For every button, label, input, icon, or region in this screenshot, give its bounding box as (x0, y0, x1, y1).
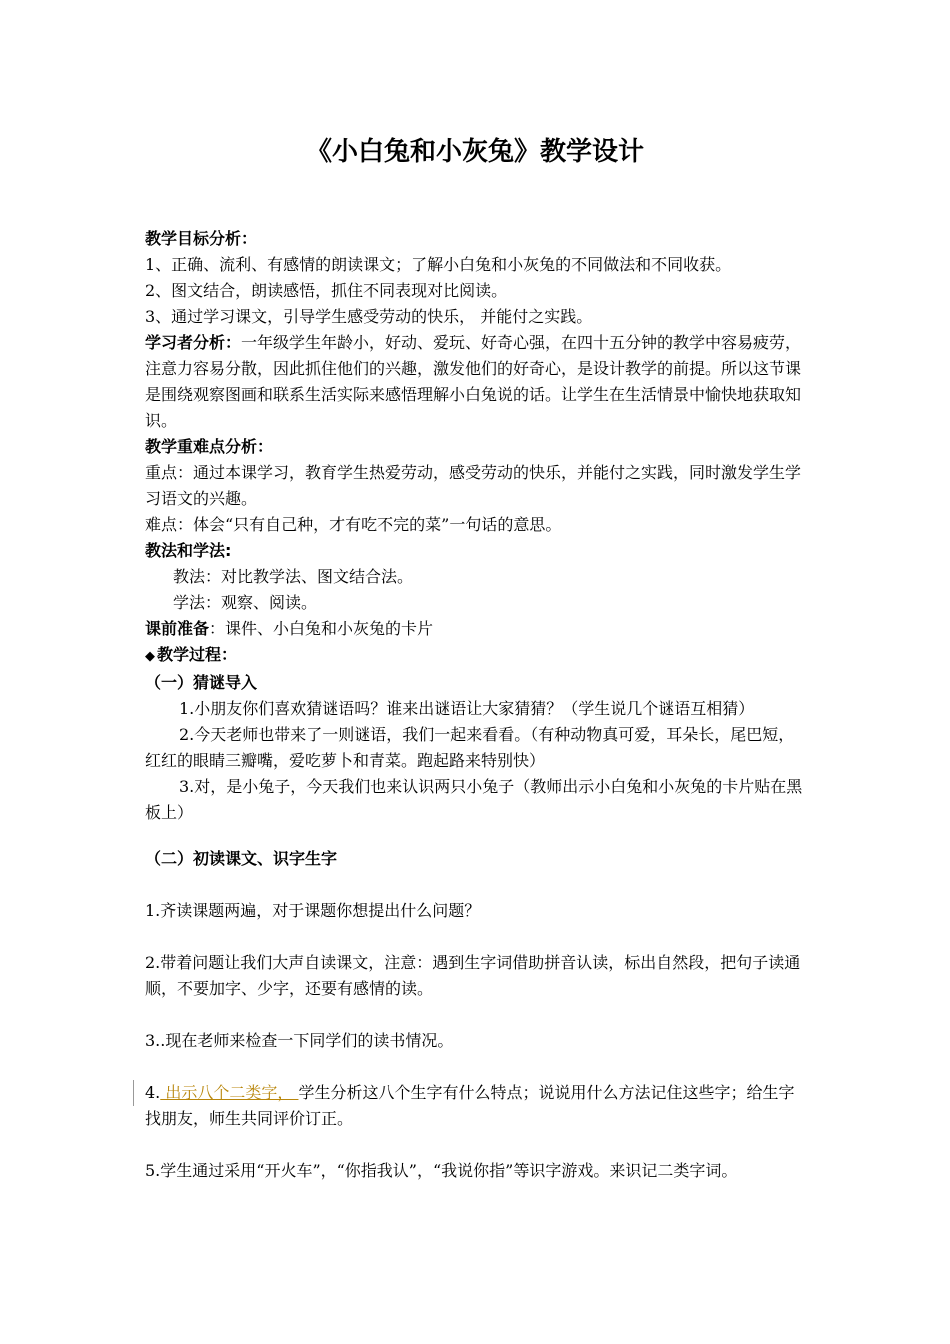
section2-item: 1.齐读课题两遍，对于课题你想提出什么问题？ (145, 901, 481, 920)
methods-heading: 教法和学法: (145, 541, 232, 560)
prep-heading: 课前准备 (145, 619, 210, 638)
item4-prefix: 4. (145, 1083, 161, 1102)
goal-item: 2、图文结合，朗读感悟，抓住不同表现对比阅读。 (145, 281, 508, 300)
section2-title: （二）初读课文、识字生字 (145, 849, 338, 868)
goal-item: 3、通过学习课文，引导学生感受劳动的快乐， 并能付之实践。 (145, 307, 593, 326)
section1-title: （一）猜谜导入 (145, 673, 258, 692)
show-characters-link[interactable]: 出示八个二类字， (160, 1083, 299, 1102)
difficult-point: 难点：体会“只有自己种，才有吃不完的菜”一句话的意思。 (145, 515, 562, 534)
section1-item: 2.今天老师也带来了一则谜语，我们一起来看看。（有种动物真可爱，耳朵长，尾巴短，红红的眼睛三瓣嘴，爱吃萝卜和青菜。跑起路来特别快） (145, 725, 795, 770)
item4-text: 学生分析这八个生字有什么特点；说说用什么方法记住这些字；给生字找朋友，师生共同评价订正。 (145, 1083, 795, 1128)
revision-marker (133, 1080, 134, 1106)
learning-method: 学法：观察、阅读。 (173, 593, 318, 612)
learner-paragraph (145, 330, 807, 434)
prep-paragraph (145, 616, 807, 642)
learner-text: 一年级学生年龄小，好动、爱玩、好奇心强，在四十五分钟的教学中容易疲劳，注意力容易分散，因此抓住他们的兴趣，激发他们的好奇心，是设计教学的前提。所以这节课是围绕观察图画和联系生活实际来感悟理解小白兔说的话。让学生在生活情景中愉快地获取知识。 (145, 333, 802, 430)
section2-item: 5.学生通过采用“开火车”，“你指我认”，“我说你指”等识字游戏。来识记二类字词。 (145, 1161, 738, 1180)
diamond-bullet-icon: ◆ (145, 649, 155, 664)
learner-heading: 学习者分析： (145, 333, 242, 352)
process-heading: 教学过程： (157, 645, 238, 664)
prep-text: ：课件、小白兔和小灰兔的卡片 (209, 619, 434, 638)
teaching-method: 教法：对比教学法、图文结合法。 (173, 567, 414, 586)
section2-item (145, 1080, 807, 1132)
document-title: 《小白兔和小灰兔》教学设计 (305, 137, 644, 167)
goals-heading: 教学目标分析： (145, 229, 258, 248)
section2-item: 2.带着问题让我们大声自读课文，注意：遇到生字词借助拼音认读，标出自然段，把句子读通顺，不要加字、少字，还要有感情的读。 (145, 953, 801, 998)
key-points-heading: 教学重难点分析： (145, 437, 274, 456)
goal-item: 1、正确、流利、有感情的朗读课文；了解小白兔和小灰兔的不同做法和不同收获。 (145, 255, 732, 274)
document-body (145, 226, 807, 1184)
section2-item: 3..现在老师来检查一下同学们的读书情况。 (145, 1031, 454, 1050)
section1-item: 3.对，是小兔子，今天我们也来认识两只小兔子（教师出示小白兔和小灰兔的卡片贴在黑板上） (145, 777, 803, 822)
section1-item: 1.小朋友你们喜欢猜谜语吗？谁来出谜语让大家猜猜？（学生说几个谜语互相猜） (179, 699, 755, 718)
process-heading-line (145, 642, 807, 670)
important-point: 重点：通过本课学习，教育学生热爱劳动，感受劳动的快乐，并能付之实践，同时激发学生学习语文的兴趣。 (145, 463, 802, 508)
